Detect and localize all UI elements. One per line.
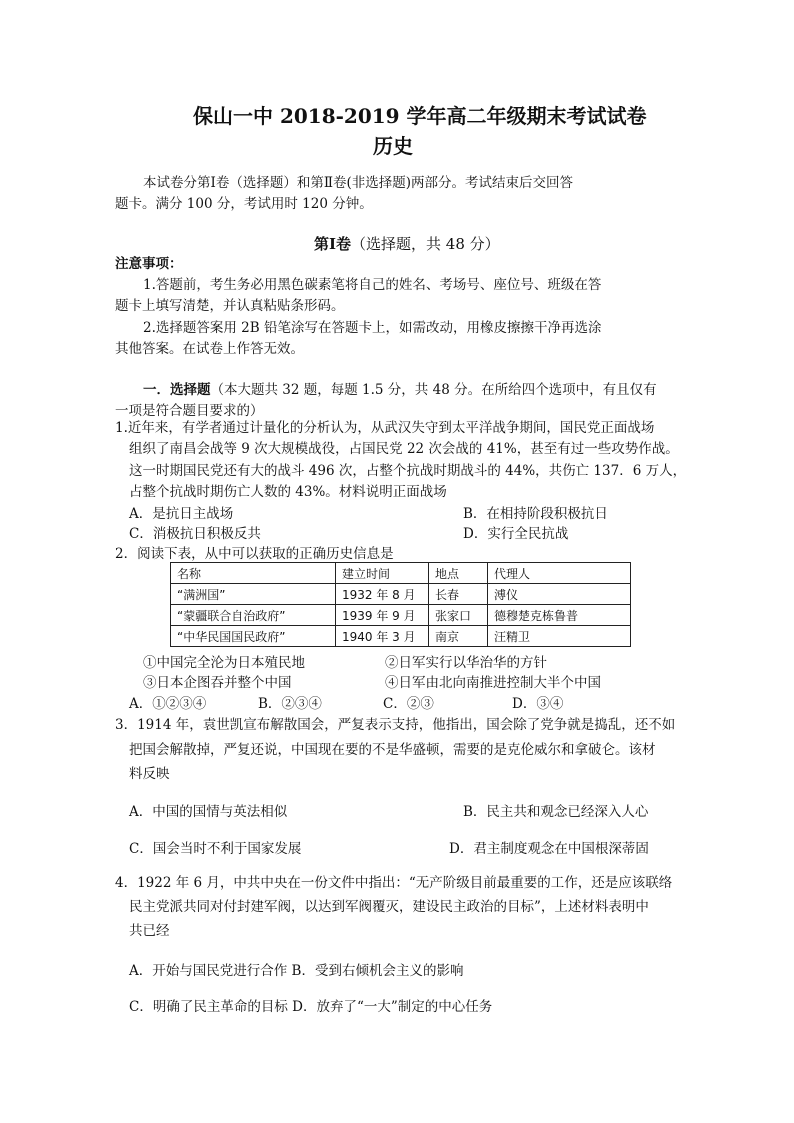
note-2-line-1: 2.选择题答案用 2B 铅笔涂写在答题卡上，如需改动，用橡皮擦擦干净再选涂 — [143, 320, 602, 336]
q2-stem: 2．阅读下表，从中可以获取的正确历史信息是 — [115, 546, 394, 562]
table-cell: 德穆楚克栋鲁普 — [488, 605, 631, 626]
part1-heading — [314, 233, 500, 254]
table-cell: 1932 年 8 月 — [336, 584, 429, 605]
table-header-cell: 代理人 — [488, 563, 631, 584]
table-row — [171, 584, 631, 605]
note-1-line-1: 1.答题前，考生务必用黑色碳素笔将自己的姓名、考场号、座位号、班级在答 — [143, 277, 602, 293]
q1-line-3: 这一时期国民党还有大的战斗 496 次，占整个抗战时期战斗的 44%，共伤亡 137．6 万人， — [129, 463, 687, 479]
q4-line-1: 4．1922 年 6 月，中共中央在一份文件中指出：“无产阶级目前最重要的工作，还是应该联络 — [115, 875, 673, 891]
q1-line-1: 1.近年来，有学者通过计量化的分析认为，从武汉失守到太平洋战争期间，国民党正面战场 — [115, 420, 655, 436]
q2-option-a: A．①②③④ — [129, 696, 207, 712]
table-cell: “蒙疆联合自治政府” — [171, 605, 336, 626]
q1-option-a: A．是抗日主战场 — [129, 506, 234, 522]
q4-options-ab: A．开始与国民党进行合作 B．受到右倾机会主义的影响 — [129, 963, 464, 979]
table-cell: 1940 年 3 月 — [336, 626, 429, 647]
table-row — [171, 626, 631, 647]
q3-line-1: 3．1914 年，袁世凯宣布解散国会，严复表示支持，他指出，国会除了党争就是捣乱，还不如 — [115, 717, 676, 733]
q2-option-c: C．②③ — [383, 696, 434, 712]
q3-option-a: A．中国的国情与英法相似 — [129, 804, 288, 820]
table-row — [171, 605, 631, 626]
q1-option-b: B．在相持阶段积极抗日 — [463, 506, 608, 522]
note-1-line-2: 题卡上填写清楚，并认真粘贴条形码。 — [115, 298, 345, 314]
table-header-cell: 名称 — [171, 563, 336, 584]
table-header-cell: 地点 — [429, 563, 488, 584]
table-cell: 1939 年 9 月 — [336, 605, 429, 626]
q1-line-2: 组织了南昌会战等 9 次大规模战役，占国民党 22 次会战的 41%，甚至有过一些攻势作战。 — [129, 441, 679, 457]
table-cell: 南京 — [429, 626, 488, 647]
part1-heading-bold: 第Ⅰ卷 — [314, 235, 352, 253]
section1-num: 一． — [143, 382, 170, 398]
section1-desc: （本大题共 32 题，每题 1.5 分，共 48 分。在所给四个选项中，有且仅有 — [210, 382, 657, 398]
q2-statement-4: ④日军由北向南推进控制大半个中国 — [385, 675, 601, 691]
section1-header — [143, 380, 657, 401]
intro-line-2: 题卡。满分 100 分，考试用时 120 分钟。 — [115, 196, 373, 212]
q2-statement-1: ①中国完全沦为日本殖民地 — [143, 655, 305, 671]
q3-line-3: 料反映 — [129, 766, 170, 782]
q2-option-d: D．③④ — [512, 696, 564, 712]
table-cell: 汪精卫 — [488, 626, 631, 647]
q2-statement-3: ③日本企图吞并整个中国 — [143, 675, 292, 691]
part1-heading-rest: （选择题，共 48 分） — [351, 235, 500, 253]
page-title: 保山一中 2018-2019 学年高二年级期末考试试卷 — [193, 104, 647, 128]
q3-option-c: C．国会当时不利于国家发展 — [129, 841, 302, 857]
q4-line-2: 民主党派共同对付封建军阀，以达到军阀覆灭，建设民主政治的目标”，上述材料表明中 — [129, 899, 649, 915]
note-2-line-2: 其他答案。在试卷上作答无效。 — [115, 341, 304, 357]
q1-line-4: 占整个抗战时期伤亡人数的 43%。材料说明正面战场 — [129, 484, 447, 500]
notes-label: 注意事项： — [115, 256, 183, 272]
table-cell: 张家口 — [429, 605, 488, 626]
subject-title: 历史 — [373, 134, 413, 158]
table-cell: 溥仪 — [488, 584, 631, 605]
q3-option-b: B．民主共和观念已经深入人心 — [463, 804, 649, 820]
q1-option-c: C．消极抗日积极反共 — [129, 526, 261, 542]
q3-option-d: D．君主制度观念在中国根深蒂固 — [449, 841, 649, 857]
table-cell: 长春 — [429, 584, 488, 605]
section1-label: 选择题 — [170, 382, 211, 398]
table-cell: “满洲国” — [171, 584, 336, 605]
q2-table — [170, 562, 631, 647]
q2-statement-2: ②日军实行以华治华的方针 — [385, 655, 547, 671]
table-cell: “中华民国国民政府” — [171, 626, 336, 647]
section1-desc-line-2: 一项是符合题目要求的） — [115, 403, 264, 419]
q4-line-3: 共已经 — [129, 923, 170, 939]
q1-option-d: D．实行全民抗战 — [463, 526, 569, 542]
table-header-row — [171, 563, 631, 584]
q4-options-cd: C．明确了民主革命的目标 D．放弃了“一大”制定的中心任务 — [129, 999, 493, 1015]
table-header-cell: 建立时间 — [336, 563, 429, 584]
q2-option-b: B．②③④ — [258, 696, 322, 712]
intro-line-1: 本试卷分第Ⅰ卷（选择题）和第Ⅱ卷(非选择题)两部分。考试结束后交回答 — [143, 175, 574, 191]
q3-line-2: 把国会解散掉，严复还说，中国现在要的不是华盛顿，需要的是克伦威尔和拿破仑。该材 — [129, 742, 656, 758]
